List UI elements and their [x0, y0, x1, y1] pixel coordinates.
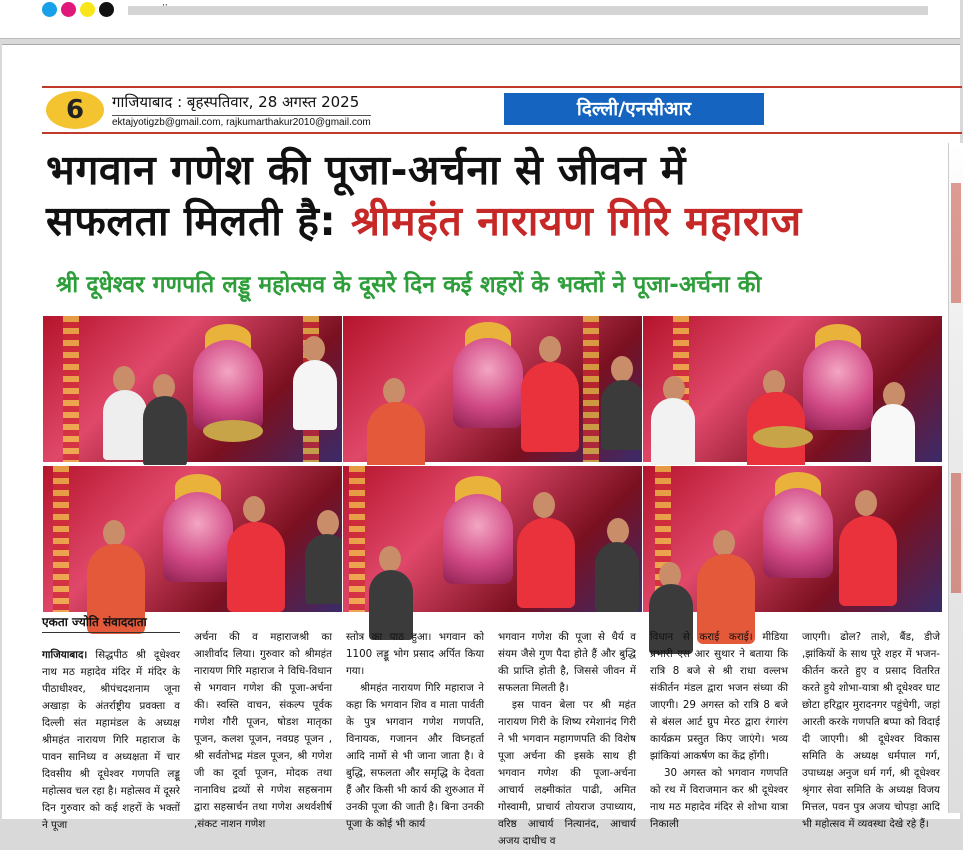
photo-1	[42, 315, 343, 463]
photo-2	[342, 315, 643, 463]
headline-speaker: श्रीमहंत नारायण गिरि महाराज	[351, 197, 802, 245]
column-text-2: श्रीमहंत नारायण गिरि महाराज ने कहा कि भगवान शिव व माता पार्वती के पुत्र भगवान गणेश गणपति, विनायक, गजानन और विघ्नहर्ता आदि नामों से भी जाना जाता है। वे बुद्धि, सफलता और समृद्धि के देवता हैं और किसी भी कार्य की शुरुआत में उनकी पूजा की जाती है। बिना उनकी पूजा के कोई भी कार्य	[346, 682, 484, 830]
dateline: गाजियाबाद : बृहस्पतिवार, 28 अगस्त 2025	[112, 93, 360, 111]
column-text: सिद्धपीठ श्री दूधेश्वर नाथ मठ महादेव मंदिर में मंदिर के पीठाधीश्वर, श्रीपंचदशनाम जूना अखाड़ा के अंतर्राष्ट्रीय प्रवक्ता व दिल्ली संत महामंडल के अध्यक्ष श्रीमहंत नारायण गिरि महाराज के पावन सानिध्य व अध्यक्षता में चार दिवसीय श्री दूधेश्वर गणपति लड्डू महोत्सव चल रहा है। महोत्सव में दूसरे दिन गुरुवार को कई शहरों के भक्तों ने पूजा	[42, 649, 180, 831]
article-body	[42, 629, 942, 847]
article-column-4	[498, 629, 636, 850]
photo-3	[642, 315, 943, 463]
article-column-1	[42, 647, 180, 834]
photo-collage	[42, 315, 942, 611]
adjacent-page-edge	[948, 143, 963, 813]
section-label: दिल्ली/एनसीआर	[504, 93, 764, 125]
column-text: अर्चना की व महाराजश्री का आशीर्वाद लिया। गुरुवार को श्रीमहंत नारायण गिरि महाराज ने विधि-विधान से भगवान गणेश की पूजा-अर्चना की। स्वस्ति वाचन, संकल्प पूर्वक गणेश गौरी पूजन, षोडश मातृका पूजन, कलश पूजन, नवग्रह पूजन , श्री सर्वतोभद्र मंडल पूजन, श्री गणेश जी का दूर्वा पूजन, मोदक तथा नानाविध द्रव्यों से गणेश सहस्रनाम द्वारा सहस्रार्चन तथा गणेश अथर्वशीर्ष ,संकट नाशन गणेश	[194, 631, 332, 830]
headline-line-1: भगवान गणेश की पूजा-अर्चना से जीवन में	[46, 146, 686, 194]
print-registration-strip	[0, 0, 960, 39]
photo-6	[642, 465, 943, 613]
headline-line-2-black: सफलता मिलती है:	[46, 197, 352, 245]
page-header	[42, 86, 962, 134]
byline: एकता ज्योति संवाददाता	[42, 613, 180, 633]
article-column-5	[650, 629, 788, 833]
column-text: विधान से कराई कराई। मीडिया प्रभारी एस आर सुथार ने बताया कि रात्रि 8 बजे से श्री राधा वल्लभ संकीर्तन मंडल द्वारा भजन संध्या की जाएगी। 29 अगस्त को रात्रि 8 बजे से बंसल आर्ट ग्रुप मेरठ द्वारा रंगारंग कार्यक्रम प्रस्तुत किए जाएंगे। भव्य झांकियां आकर्षण का केंद्र होंगी।	[650, 631, 788, 762]
subheadline: श्री दूधेश्वर गणपति लड्डू महोत्सव के दूसरे दिन कई शहरों के भक्तों ने पूजा-अर्चना की	[56, 272, 762, 298]
page-number-badge: 6	[46, 91, 104, 129]
registration-bar	[128, 6, 928, 15]
column-text-2: 30 अगस्त को भगवान गणपति को रथ में विराजमान कर श्री दूधेश्वर नाथ मठ महादेव मंदिर से शोभा यात्रा निकाली	[650, 767, 788, 830]
cmyk-registration-dots	[42, 2, 114, 17]
headline	[46, 145, 946, 247]
newspaper-page	[2, 44, 960, 847]
column-text: भगवान गणेश की पूजा से धैर्य व संयम जैसे गुण पैदा होते हैं और बुद्धि की प्राप्ति होती है, जिससे जीवन में सफलता मिलती है।	[498, 631, 636, 694]
article-dateline: गाजियाबाद।	[42, 649, 88, 661]
article-column-2	[194, 629, 332, 833]
column-text: जाएगी। ढोल? ताशे, बैंड, डीजे ,झांकियों के साथ पूरे शहर में भजन-कीर्तन करते हुए व प्रसाद वितरित करते हुये शोभा-यात्रा श्री दूधेश्वर घाट छोटा हरिद्वार मुरादनगर पहुंचेगी, जहां आरती करके गणपति बप्पा को विदाई दी जाएगी। श्री दूधेश्वर विकास समिति के अध्यक्ष धर्मपाल गर्ग, उपाध्यक्ष अनुज धर्म गर्ग, श्री दूधेश्वर श्रृंगार सेवा समिति के अध्यक्ष विजय मित्तल, पवन पुत्र अजय चोपड़ा आदि भी महोत्सव में व्यवस्था देखे रहे हैं।	[802, 631, 940, 830]
article-column-6	[802, 629, 940, 833]
article-column-3	[346, 629, 484, 833]
photo-5	[342, 465, 643, 613]
photo-4	[42, 465, 343, 613]
column-text-2: इस पावन बेला पर श्री महंत नारायण गिरी के शिष्य रमेशानंद गिरी ने भी भगवान महागणपति की विशेष पूजा अर्चना की इसके साथ ही भगवान गणेश की पूजा-अर्चना आचार्य लक्ष्मीकांत पाढी, अमित गोस्वामी, प्राचार्य तोयराज उपाध्याय, वरिष्ठ आचार्य नित्यानंद, आचार्य अजय दाधीच व	[498, 699, 636, 847]
contact-emails: ektajyotigzb@gmail.com, rajkumarthakur2010@gmail.com	[112, 117, 371, 128]
headline-line-2	[46, 196, 946, 247]
column-text: स्तोत्र का पाठ हुआ। भगवान को 1100 लड्डू भोग प्रसाद अर्पित किया गया।	[346, 631, 484, 677]
